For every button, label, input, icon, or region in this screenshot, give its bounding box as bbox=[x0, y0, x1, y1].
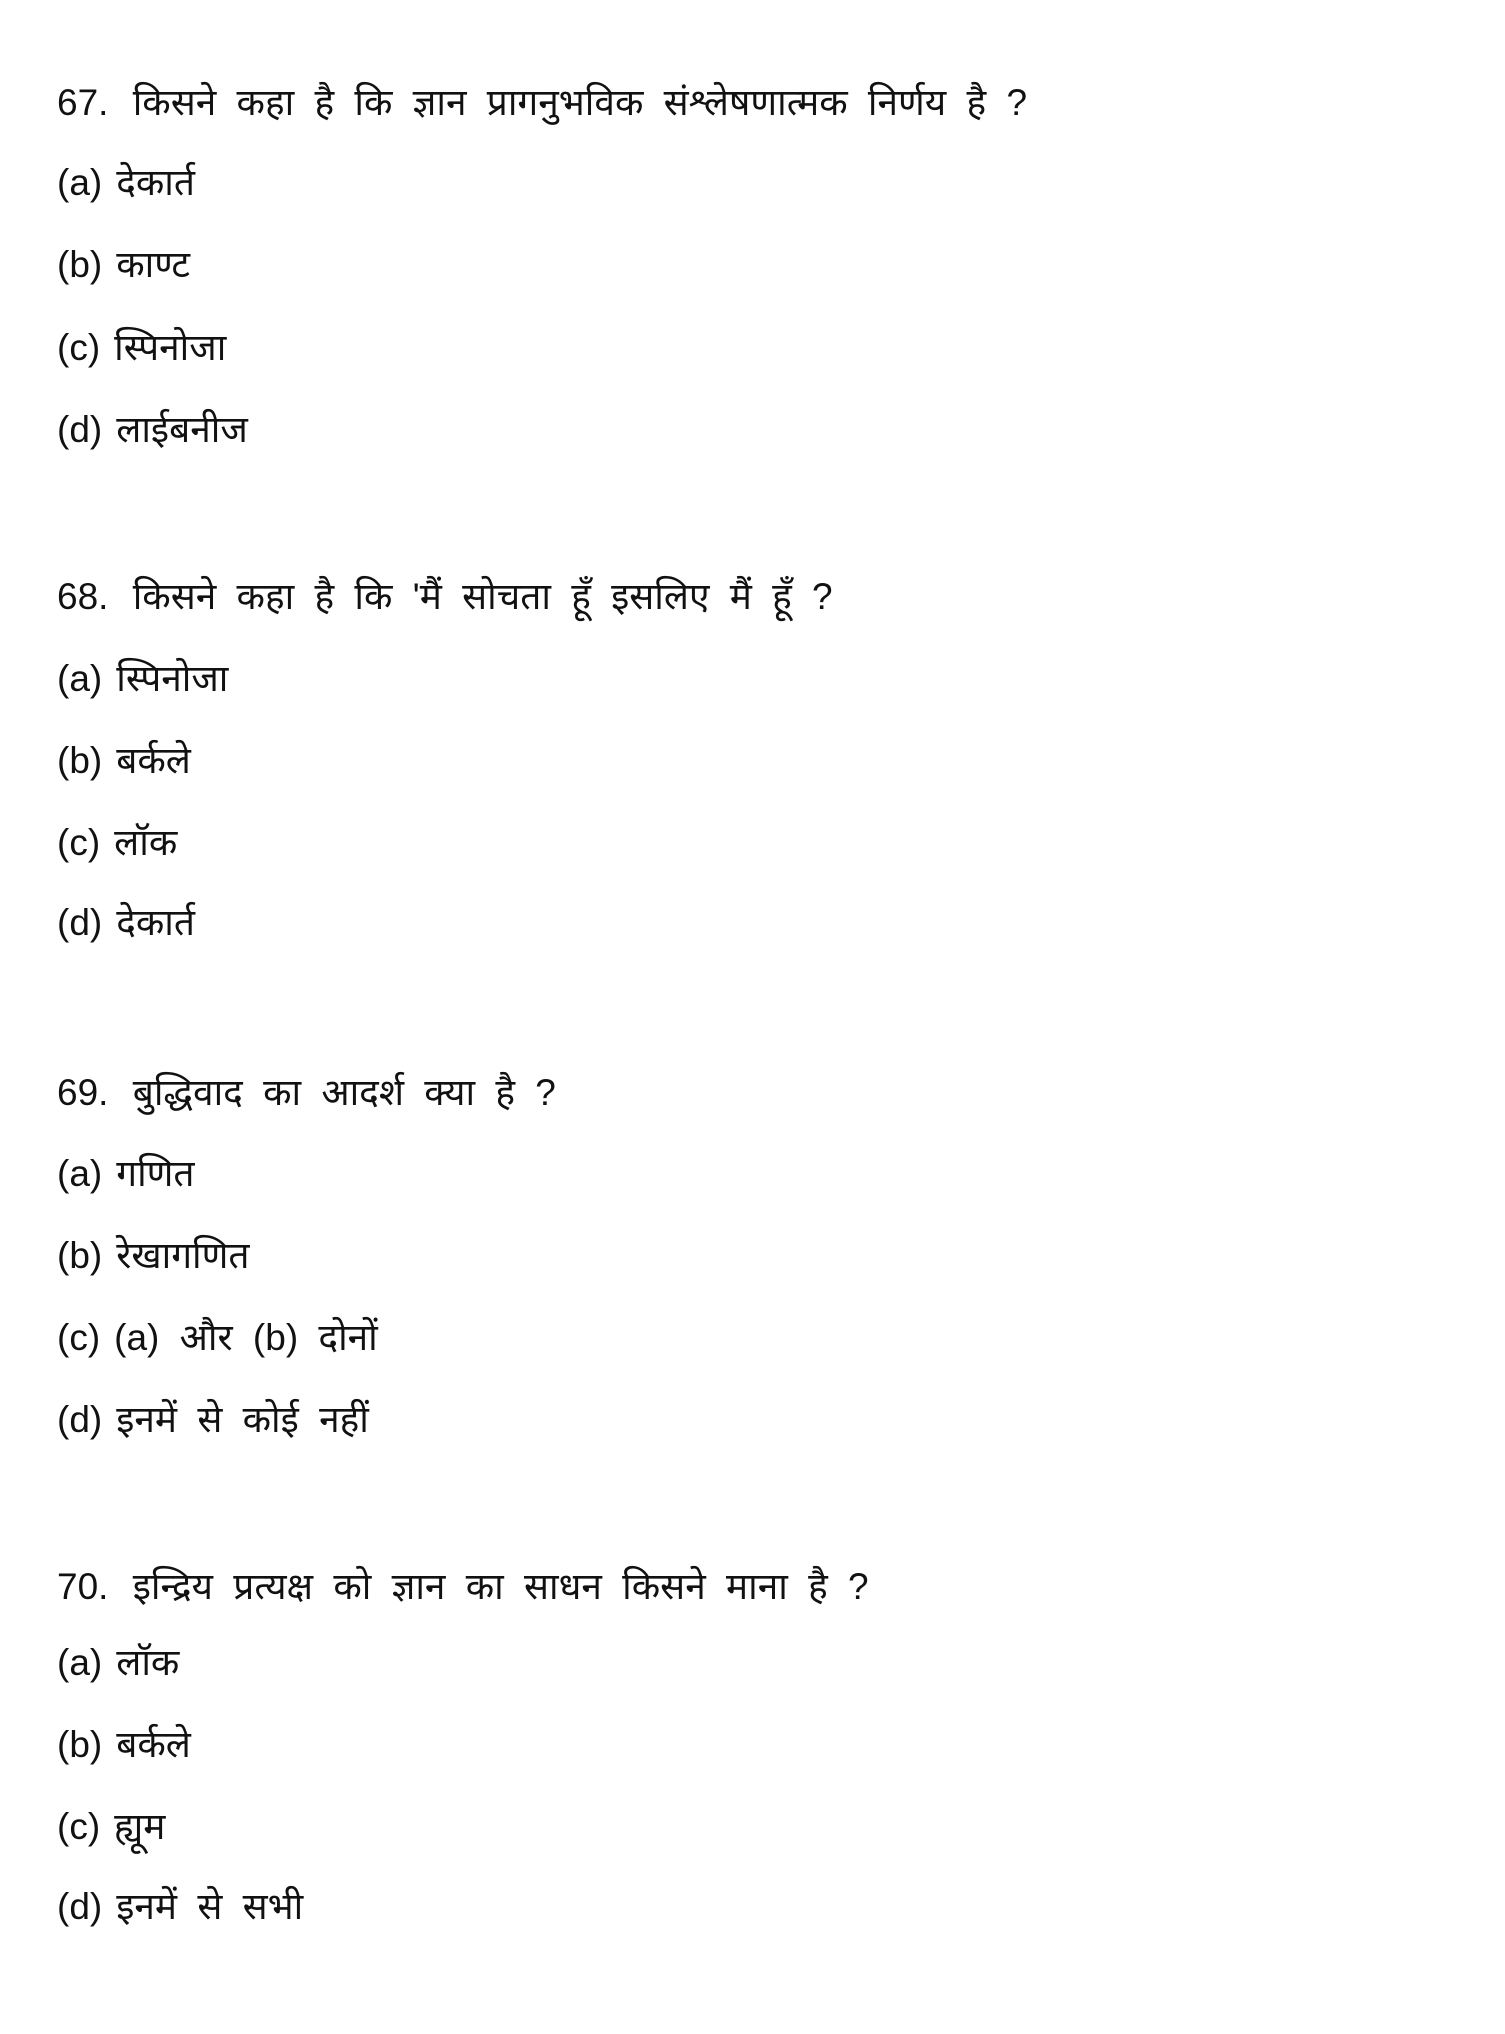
question-67 bbox=[57, 81, 1027, 125]
option-text: बर्कले bbox=[116, 1724, 191, 1765]
option-label: (b) bbox=[57, 1235, 103, 1276]
option-label: (a) bbox=[57, 162, 103, 203]
option-text: देकार्त bbox=[116, 902, 195, 943]
question-number: 70. bbox=[57, 1566, 109, 1607]
question-70-option-b bbox=[57, 1723, 191, 1767]
question-69-option-c bbox=[57, 1316, 378, 1360]
question-68-option-c bbox=[57, 821, 177, 865]
option-text: रेखागणित bbox=[116, 1235, 250, 1276]
option-label: (c) bbox=[57, 1317, 101, 1358]
question-67-option-b bbox=[57, 243, 190, 287]
option-text: स्पिनोजा bbox=[114, 327, 227, 368]
option-label: (b) bbox=[57, 740, 103, 781]
question-69-option-a bbox=[57, 1152, 195, 1196]
option-text: स्पिनोजा bbox=[116, 658, 229, 699]
option-text: इनमें से सभी bbox=[116, 1886, 304, 1927]
option-label: (d) bbox=[57, 902, 103, 943]
option-text: देकार्त bbox=[116, 162, 195, 203]
option-label: (b) bbox=[57, 244, 103, 285]
question-67-option-a bbox=[57, 161, 195, 205]
question-68 bbox=[57, 575, 833, 619]
question-69 bbox=[57, 1071, 556, 1115]
question-number: 67. bbox=[57, 82, 109, 123]
question-text: किसने कहा है कि 'मैं सोचता हूँ इसलिए मैं हूँ ? bbox=[132, 576, 833, 617]
option-text: ह्यूम bbox=[114, 1806, 166, 1847]
option-label: (b) bbox=[57, 1724, 103, 1765]
option-label: (a) bbox=[57, 1642, 103, 1683]
option-label: (d) bbox=[57, 1399, 103, 1440]
option-text: लॉक bbox=[116, 1642, 180, 1683]
option-text: काण्ट bbox=[116, 244, 191, 285]
question-text: किसने कहा है कि ज्ञान प्रागनुभविक संश्लेषणात्मक निर्णय है ? bbox=[132, 82, 1028, 123]
question-67-option-c bbox=[57, 326, 226, 370]
option-label: (c) bbox=[57, 822, 101, 863]
option-text: लॉक bbox=[114, 822, 178, 863]
question-text: बुद्धिवाद का आदर्श क्या है ? bbox=[132, 1072, 556, 1113]
question-number: 69. bbox=[57, 1072, 109, 1113]
option-label: (c) bbox=[57, 327, 101, 368]
question-70-option-c bbox=[57, 1805, 165, 1849]
option-text: (a) और (b) दोनों bbox=[114, 1317, 378, 1358]
option-label: (a) bbox=[57, 658, 103, 699]
question-67-option-d bbox=[57, 408, 248, 452]
question-number: 68. bbox=[57, 576, 109, 617]
question-68-option-b bbox=[57, 739, 191, 783]
option-label: (d) bbox=[57, 409, 103, 450]
question-69-option-d bbox=[57, 1398, 369, 1442]
question-70-option-a bbox=[57, 1641, 179, 1685]
option-label: (d) bbox=[57, 1886, 103, 1927]
question-text: इन्द्रिय प्रत्यक्ष को ज्ञान का साधन किसने माना है ? bbox=[132, 1566, 869, 1607]
question-69-option-b bbox=[57, 1234, 249, 1278]
option-text: गणित bbox=[116, 1153, 195, 1194]
option-text: बर्कले bbox=[116, 740, 191, 781]
option-label: (c) bbox=[57, 1806, 101, 1847]
question-70-option-d bbox=[57, 1885, 303, 1929]
question-68-option-d bbox=[57, 901, 195, 945]
option-text: लाईबनीज bbox=[116, 409, 248, 450]
question-68-option-a bbox=[57, 657, 228, 701]
option-label: (a) bbox=[57, 1153, 103, 1194]
option-text: इनमें से कोई नहीं bbox=[116, 1399, 369, 1440]
question-70 bbox=[57, 1565, 869, 1609]
